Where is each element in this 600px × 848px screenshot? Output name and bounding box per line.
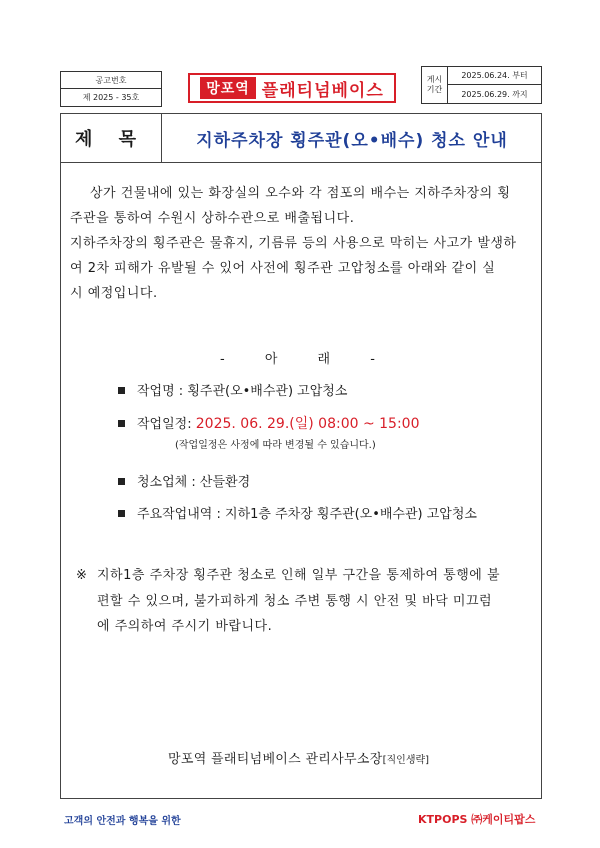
notice-number-box — [60, 71, 162, 107]
schedule-note: (작업일정은 사정에 따라 변경될 수 있습니다.) — [175, 440, 376, 451]
posting-period-label — [422, 67, 448, 103]
posting-period-end: 2025.06.29. 까지 — [461, 89, 528, 99]
work-name-row — [118, 380, 347, 399]
signature — [168, 748, 429, 767]
footer-company: KTPOPS ㈜케이티팝스 — [418, 813, 536, 826]
signature-text: 망포역 플래티넘베이스 관리사무소장 — [168, 752, 383, 767]
main-work-row — [118, 503, 477, 522]
signature-stamp: [직인생략] — [382, 755, 430, 766]
section-heading: - 아 래 - — [220, 352, 393, 367]
main-work-label: 주요작업내역 : — [137, 507, 221, 522]
caution-mark: ※ — [76, 568, 88, 583]
bullet-square-icon — [118, 510, 125, 517]
body-line-3: 지하주차장의 횡주관은 물휴지, 기름류 등의 사용으로 막히는 사고가 발생하 — [70, 236, 517, 251]
brand-logo — [188, 73, 396, 103]
body-line-5: 시 예정입니다. — [70, 286, 158, 301]
caution-line-1: 지하1층 주차장 횡주관 청소로 인해 일부 구간을 통제하여 통행에 불 — [97, 568, 501, 583]
schedule-row — [118, 413, 420, 433]
company-value: 산들환경 — [199, 475, 251, 490]
caution-line-3: 에 주의하여 주시기 바랍니다. — [97, 619, 273, 634]
posting-period-label-text: 게시기간 — [426, 75, 443, 94]
body-line-1: 상가 건물내에 있는 화장실의 오수와 각 점포의 배수는 지하주차장의 횡 — [90, 186, 511, 201]
work-name-label: 작업명 : — [137, 384, 184, 399]
bullet-square-icon — [118, 387, 125, 394]
posting-period-start: 2025.06.24. 부터 — [448, 67, 541, 85]
notice-number-value: 제 2025 - 35호 — [82, 93, 140, 102]
body-line-2: 주관을 통하여 수원시 상하수관으로 배출됩니다. — [70, 211, 355, 226]
notice-number-label: 공고번호 — [61, 72, 161, 89]
work-name-value: 횡주관(오•배수관) 고압청소 — [187, 384, 348, 399]
footer-slogan: 고객의 안전과 행복을 위한 — [64, 816, 181, 827]
company-label: 청소업체 : — [137, 475, 196, 490]
bullet-square-icon — [118, 420, 125, 427]
brand-chip: 망포역 — [200, 77, 256, 99]
posting-period-box — [421, 66, 542, 104]
caution-line-2: 편할 수 있으며, 불가피하게 청소 주변 통행 시 안전 및 바닥 미끄럼 — [97, 594, 493, 609]
company-row — [118, 471, 250, 490]
brand-text: 플래티넘베이스 — [261, 80, 384, 101]
subject-title: 지하주차장 횡주관(오•배수) 청소 안내 — [196, 130, 508, 151]
bullet-square-icon — [118, 478, 125, 485]
subject-label: 제 목 — [60, 113, 162, 163]
main-work-value: 지하1층 주차장 횡주관(오•배수관) 고압청소 — [225, 507, 477, 522]
body-line-4: 여 2차 피해가 유발될 수 있어 사전에 횡주관 고압청소를 아래와 같이 실 — [70, 261, 496, 276]
schedule-value: 2025. 06. 29.(일) 08:00 ~ 15:00 — [195, 416, 420, 432]
schedule-label: 작업일정: — [137, 417, 192, 432]
